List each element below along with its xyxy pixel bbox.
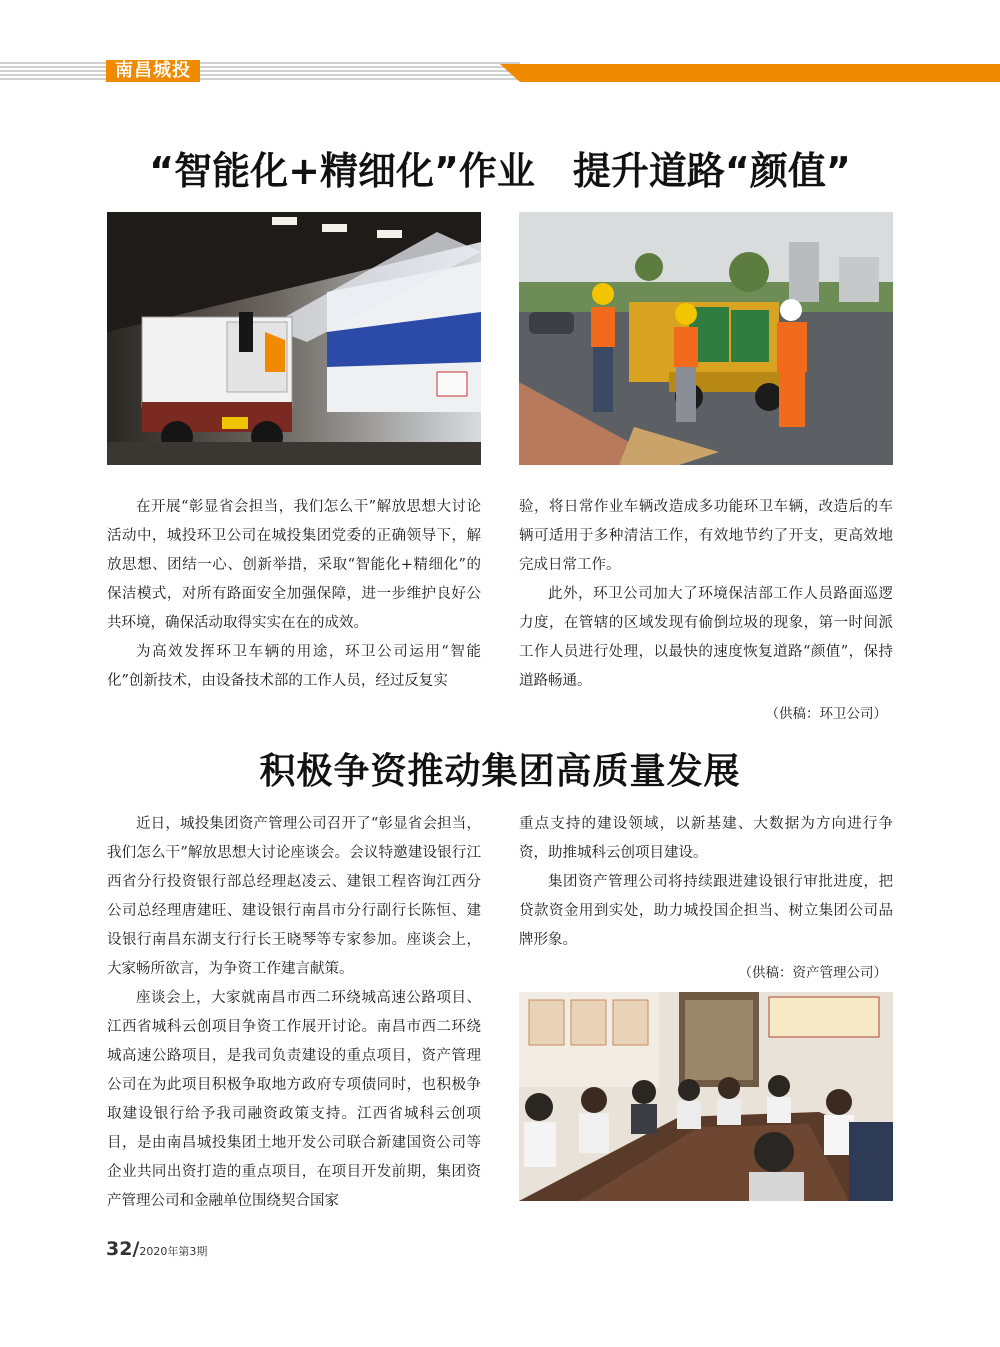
- street-cleaners-pickup-photo: [519, 212, 893, 465]
- article1-right-column: [519, 493, 893, 729]
- article1-left-column: [107, 493, 481, 696]
- article2-continuation: 重点支持的建设领域，以新基建、大数据为方向进行争资，助推城科云创项目建设。: [519, 816, 893, 861]
- section-header-band: [0, 60, 1000, 84]
- article1-credit: （供稿：环卫公司）: [765, 706, 887, 722]
- article2-title: 积极争资推动集团高质量发展: [259, 751, 741, 792]
- article1-paragraph: 此外，环卫公司加大了环境保洁部工作人员路面巡逻力度，在管辖的区域发现有偷倒垃圾的现象，第一时间派工作人员进行处理，以最快的速度恢复道路“颜值”，保持道路畅通。: [519, 586, 893, 689]
- header-stripes: [0, 62, 520, 82]
- article2-paragraph: 近日，城投集团资产管理公司召开了“彰显省会担当，我们怎么干”解放思想大讨论座谈会。会议特邀建设银行江西省分行投资银行部总经理赵凌云、建银工程咨询江西分公司总经理唐建旺、建设银行南昌市分行副行长陈恒、建设银行南昌东湖支行行长王晓琴等专家参加。座谈会上，大家畅所欲言，为争资工作建言献策。: [107, 816, 481, 977]
- article1-title: “智能化+精细化”作业 提升道路“颜值”: [149, 149, 851, 193]
- article2-paragraph: 座谈会上，大家就南昌市西二环绕城高速公路项目、江西省城科云创项目争资工作展开讨论。南昌市西二环绕城高速公路项目，是我司负责建设的重点项目，资产管理公司在为此项目积极争取地方政府专项债同时，也积极争取建设银行给予我司融资政策支持。江西省城科云创项目，是由南昌城投集团土地开发公司联合新建国资公司等企业共同出资打造的重点项目，在项目开发前期，集团资产管理公司和金融单位围绕契合国家: [107, 990, 481, 1209]
- section-tag: 南昌城投: [106, 60, 200, 82]
- header-accent-bar: [500, 64, 1000, 82]
- article2-credit: （供稿：资产管理公司）: [738, 965, 887, 981]
- article2-left-column: [107, 810, 481, 1216]
- meeting-room-photo: [519, 992, 893, 1201]
- page-number: 32/: [106, 1238, 140, 1260]
- tunnel-washing-truck-photo: [107, 212, 481, 465]
- article1-paragraph: 为高效发挥环卫车辆的用途，环卫公司运用“智能化”创新技术，由设备技术部的工作人员，经过反复实: [107, 644, 481, 689]
- article2-paragraph: 集团资产管理公司将持续跟进建设银行审批进度，把贷款资金用到实处，助力城投国企担当、树立集团公司品牌形象。: [519, 874, 893, 948]
- issue-label: 2020年第3期: [139, 1245, 208, 1258]
- article2-right-column: [519, 810, 893, 988]
- article1-continuation: 验，将日常作业车辆改造成多功能环卫车辆，改造后的车辆可适用于多种清洁工作，有效地节约了开支，更高效地完成日常工作。: [519, 499, 893, 573]
- article1-paragraph: 在开展“彰显省会担当，我们怎么干”解放思想大讨论活动中，城投环卫公司在城投集团党委的正确领导下，解放思想、团结一心、创新举措，采取“智能化+精细化”的保洁模式，对所有路面安全加强保障，进一步维护良好公共环境，确保活动取得实实在在的成效。: [107, 499, 481, 631]
- page-footer: [106, 1238, 207, 1260]
